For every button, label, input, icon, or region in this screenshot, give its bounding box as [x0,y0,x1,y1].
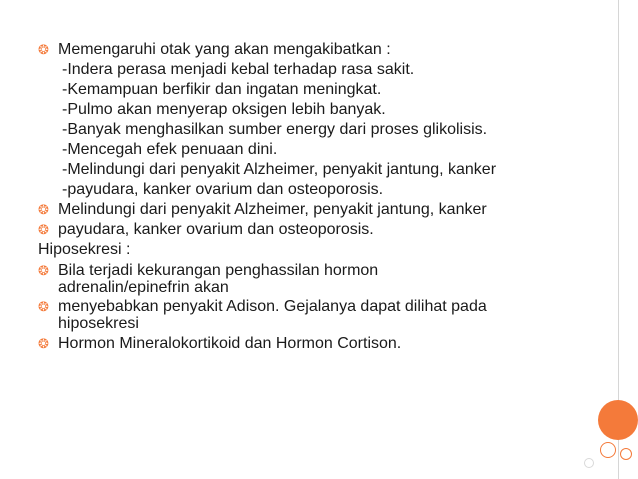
bullet-icon: ❂ [38,299,49,314]
bullet-item [38,220,598,240]
sub-text: -Mencegah efek penuaan dini. [62,141,278,158]
bullet-text: Hormon Mineralokortikoid dan Hormon Cortison. [58,335,402,352]
bullet-icon: ❂ [38,42,49,57]
decorative-orange-ring-small-icon [620,448,632,460]
bullet-item [38,40,598,60]
sub-item [38,140,598,160]
bullet-text: payudara, kanker ovarium dan osteoporosis. [58,221,374,238]
slide-content [38,40,598,354]
bullet-item [38,200,598,220]
sub-text: -Banyak menghasilkan sumber energy dari proses glikolisis. [62,121,488,138]
bullet-text: menyebabkan penyakit Adison. Gejalanya dapat dilihat pada hiposekresi [58,298,487,332]
sub-text: -Melindungi dari penyakit Alzheimer, penyakit jantung, kanker [62,161,497,178]
sub-item [38,100,598,120]
sub-item [38,80,598,100]
heading-text: Hiposekresi : [38,241,131,258]
bullet-text: Melindungi dari penyakit Alzheimer, penyakit jantung, kanker [58,201,487,218]
bullet-icon: ❂ [38,263,49,278]
sub-item [38,180,598,200]
bullet-text: Memengaruhi otak yang akan mengakibatkan : [58,41,391,58]
bullet-item [38,262,418,296]
section-heading [38,240,598,260]
sub-text: -Indera perasa menjadi kebal terhadap rasa sakit. [62,61,415,78]
decorative-orange-ring-icon [600,442,616,458]
bullet-item [38,334,598,354]
bullet-icon: ❂ [38,202,49,217]
sub-text: -Kemampuan berfikir dan ingatan meningkat. [62,81,382,98]
sub-item [38,120,598,140]
decorative-orange-circle-icon [598,400,638,440]
bullet-text: Bila terjadi kekurangan penghassilan hormon adrenalin/epinefrin akan [58,262,379,296]
bullet-item [38,298,553,332]
sub-text: -Pulmo akan menyerap oksigen lebih banyak. [62,101,386,118]
sub-item [38,60,598,80]
decorative-gray-ring-icon [584,458,594,468]
bullet-icon: ❂ [38,336,49,351]
sub-item [38,160,598,180]
bullet-icon: ❂ [38,222,49,237]
sub-text: -payudara, kanker ovarium dan osteoporosis. [62,181,384,198]
